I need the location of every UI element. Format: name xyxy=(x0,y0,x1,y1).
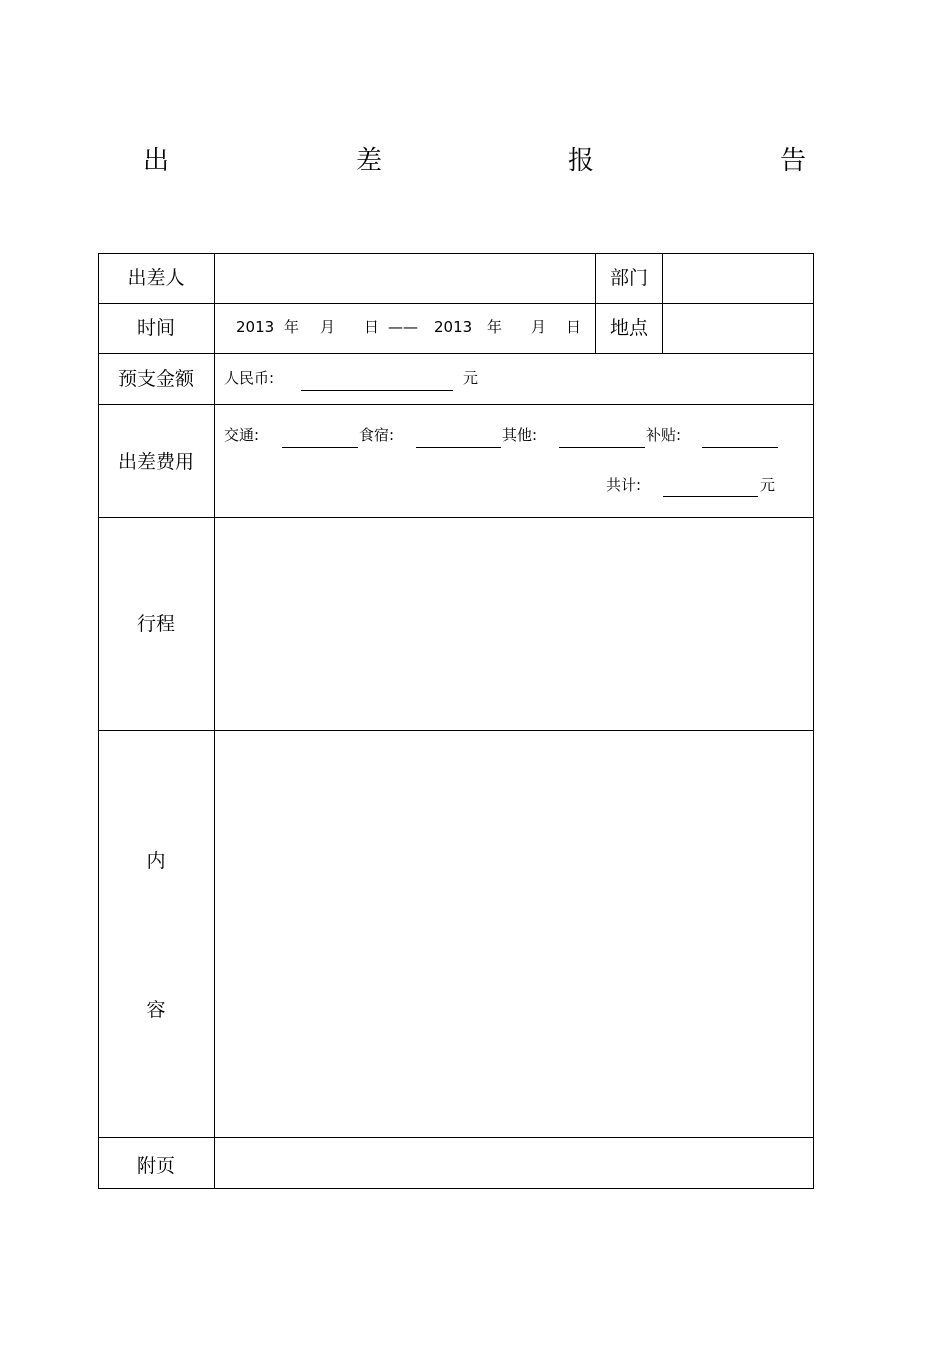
content-field[interactable] xyxy=(215,731,813,1137)
date-separator: —— xyxy=(388,318,418,336)
total-yuan-unit: 元 xyxy=(760,476,776,494)
content-label-top: 内 xyxy=(146,850,166,872)
lodging-field[interactable] xyxy=(416,447,501,448)
title-char-4: 告 xyxy=(779,146,806,176)
end-day-unit: 日 xyxy=(566,318,582,336)
department-label: 部门 xyxy=(609,267,648,289)
content-label-bottom: 容 xyxy=(146,999,166,1021)
time-label: 时间 xyxy=(136,317,175,339)
other-label: 其他: xyxy=(502,426,538,444)
attachment-label: 附页 xyxy=(136,1155,175,1177)
transport-label: 交通: xyxy=(224,426,260,444)
row-divider xyxy=(98,404,814,405)
end-year: 2013 xyxy=(434,318,473,336)
subsidy-label: 补贴: xyxy=(646,426,682,444)
lodging-label: 食宿: xyxy=(359,426,395,444)
transport-field[interactable] xyxy=(282,447,358,448)
row-divider xyxy=(98,353,814,354)
start-month-unit: 月 xyxy=(320,318,336,336)
travel-expense-label: 出差费用 xyxy=(117,451,194,473)
currency-label: 人民币: xyxy=(224,369,275,387)
itinerary-field[interactable] xyxy=(215,518,813,730)
department-field[interactable] xyxy=(663,254,813,303)
location-label: 地点 xyxy=(609,317,648,339)
start-year-unit: 年 xyxy=(284,318,300,336)
start-day-unit: 日 xyxy=(364,318,380,336)
title-char-1: 出 xyxy=(142,146,169,176)
attachment-field[interactable] xyxy=(215,1138,813,1188)
other-field[interactable] xyxy=(559,447,645,448)
subsidy-field[interactable] xyxy=(702,447,778,448)
advance-yuan-unit: 元 xyxy=(463,369,479,387)
advance-amount-label: 预支金额 xyxy=(117,368,194,390)
location-field[interactable] xyxy=(663,304,813,353)
title-char-2: 差 xyxy=(355,146,382,176)
itinerary-label: 行程 xyxy=(136,613,175,635)
advance-amount-field[interactable] xyxy=(301,390,453,391)
total-field[interactable] xyxy=(663,496,758,497)
traveler-field[interactable] xyxy=(215,254,595,303)
total-label: 共计: xyxy=(606,476,642,494)
traveler-label: 出差人 xyxy=(127,267,185,289)
end-month-unit: 月 xyxy=(531,318,547,336)
start-year: 2013 xyxy=(236,318,275,336)
title-char-3: 报 xyxy=(567,146,594,176)
end-year-unit: 年 xyxy=(487,318,503,336)
